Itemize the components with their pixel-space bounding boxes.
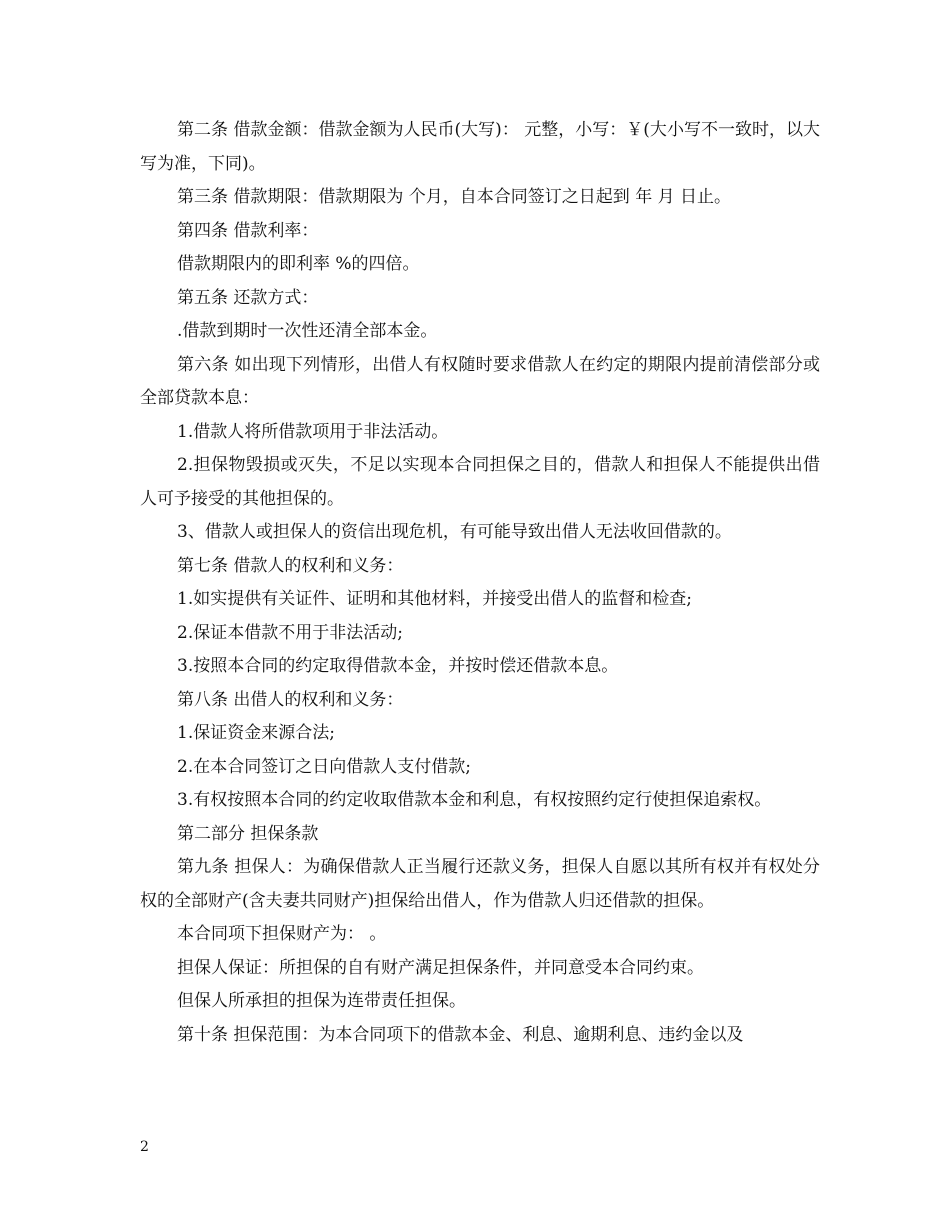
paragraph-article-8-item-1: 1.保证资金来源合法; bbox=[177, 723, 335, 743]
paragraph-part-2-heading: 第二部分 担保条款 bbox=[177, 823, 319, 844]
paragraph-guarantee-property: 本合同项下担保财产为： 。 bbox=[177, 924, 387, 944]
paragraph-article-5-method: .借款到期时一次性还清全部本金。 bbox=[177, 321, 438, 341]
paragraph-article-8-item-3: 3.有权按照本合同的约定收取借款本金和利息，有权按照约定行使担保追索权。 bbox=[177, 790, 772, 810]
paragraph-article-8-heading: 第八条 出借人的权利和义务： bbox=[177, 689, 404, 710]
paragraph-article-7-item-1: 1.如实提供有关证件、证明和其他材料，并接受出借人的监督和检查; bbox=[177, 589, 692, 609]
paragraph-article-4-rate: 借款期限内的即利率 %的四倍。 bbox=[177, 254, 420, 274]
paragraph-article-7-item-2: 2.保证本借款不用于非法活动; bbox=[177, 622, 403, 643]
paragraph-article-6-item-3: 3、借款人或担保人的资信出现危机，有可能导致出借人无法收回借款的。 bbox=[177, 522, 732, 542]
paragraph-article-8-item-2: 2.在本合同签订之日向借款人支付借款; bbox=[177, 756, 471, 777]
page-number: 2 bbox=[140, 1139, 149, 1155]
paragraph-article-7-item-3: 3.按照本合同的约定取得借款本金，并按时偿还借款本息。 bbox=[177, 656, 619, 676]
paragraph-article-7-heading: 第七条 借款人的权利和义务： bbox=[177, 555, 404, 576]
paragraph-article-6-item-1: 1.借款人将所借款项用于非法活动。 bbox=[177, 421, 449, 442]
paragraph-guarantor-warranty: 担保人保证：所担保的自有财产满足担保条件，并同意受本合同约束。 bbox=[177, 957, 704, 978]
paragraph-article-6-item-2: 2.担保物毁损或灭失，不足以实现本合同担保之目的，借款人和担保人不能提供出借人可予接受的其他担保的。 bbox=[140, 455, 820, 509]
document-body bbox=[140, 114, 820, 1052]
paragraph-joint-liability: 但保人所承担的担保为连带责任担保。 bbox=[177, 991, 466, 1011]
paragraph-article-4-heading: 第四条 借款利率： bbox=[177, 220, 319, 241]
paragraph-article-9: 第九条 担保人：为确保借款人正当履行还款义务，担保人自愿以其所有权并有权处分权的全部财产(含夫妻共同财产)担保给出借人，作为借款人归还借款的担保。 bbox=[140, 857, 820, 911]
paragraph-article-3-term: 第三条 借款期限：借款期限为 个月，自本合同签订之日起到 年 月 日止。 bbox=[177, 187, 732, 207]
paragraph-article-6: 第六条 如出现下列情形，出借人有权随时要求借款人在约定的期限内提前清偿部分或全部贷款本息： bbox=[140, 354, 820, 408]
paragraph-article-2-amount: 第二条 借款金额：借款金额为人民币(大写)： 元整，小写：￥(大小写不一致时，以大写为准，下同)。 bbox=[140, 120, 820, 174]
paragraph-article-5-heading: 第五条 还款方式： bbox=[177, 287, 319, 308]
paragraph-article-10: 第十条 担保范围：为本合同项下的借款本金、利息、逾期利息、违约金以及 bbox=[177, 1024, 744, 1045]
